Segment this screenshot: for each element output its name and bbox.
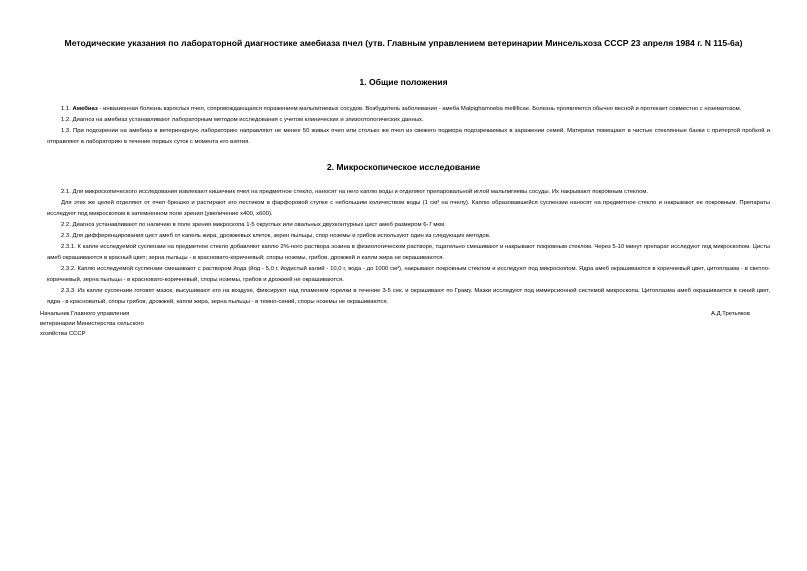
- document-title: Методические указания по лабораторной диагностике амебиаза пчел (утв. Главным управлением ветеринарии Минсельхоза СССР 23 апреля 1984 г. N 115-6а): [64, 38, 743, 48]
- signatory-position-line: Начальник Главного управления: [40, 311, 130, 317]
- paragraph-text: - инвазионная болезнь взрослых пчел, сопровождающаяся поражением мальпигиевых сосудов. Возбудитель заболевания - амеба Malpighamoeba mellificae. Болезнь проявляется обычно весной и протекает совместно с нозематозом.: [99, 106, 742, 112]
- paragraph-2-3: 2.3. Для дифференцирования цист амеб от капель жира, дрожжевых клеток, зерен пыльцы, спор ноземы и грибов используют один из следующих методов.: [61, 233, 491, 239]
- paragraph-2-3-3: 2.3.3. Из капли суспензии готовят мазок, высушивают его на воздухе, фиксируют над пламенем горелки в течение 3-5 сек. и окрашивают по Граму. Мазки исследуют под иммерсионной системой микроскопа. Цитоплазма амеб окрашивается в синий цвет, ядра - в красноватый, споры грибов, дрожжей, капли жира, зерна пыльцы - в темно-синий, споры ноземы не окрашиваются.: [47, 288, 770, 305]
- section-1-heading: 1. Общие положения: [359, 77, 448, 87]
- section-2-body: [47, 187, 770, 308]
- paragraph-1-3: 1.3. При подозрении на амебиаз в ветеринарную лабораторию направляют не менее 50 живых пчел или столько же пчел из свежего подмора подозреваемых в заражении семей. Материал помещают в чистые стеклянные банки с притертой пробкой и отправляют в лабораторию в течение первых суток с момента его взятия.: [47, 128, 770, 145]
- signatory-name: А.Д.Третьяков: [711, 311, 750, 317]
- paragraph-1-1: [47, 104, 770, 115]
- paragraph-2-3-2: 2.3.2. Каплю исследуемой суспензии смешивают с раствором йода (йод - 5,0 г, йодистый калий - 10,0 г, вода - до 1000 см³), накрывают покровным стеклом и исследуют под микроскопом. Ядра амеб окрашиваются в коричневый цвет, цитоплазма - в светло-коричневый, зерна пыльцы - в красновато-коричневый, споры ноземы, грибов и дрожжей не окрашиваются.: [47, 266, 770, 283]
- paragraph-number: 1.1.: [61, 106, 71, 112]
- signatory-position-line: ветеринарии Министерства сельского: [40, 321, 144, 327]
- section-2-heading: 2. Микроскопическое исследование: [326, 162, 481, 172]
- term-amebiasis: Амебиаз: [72, 106, 98, 112]
- paragraph-2-3-1: 2.3.1. К капле исследуемой суспензии на предметное стекло добавляют каплю 2%-ного раствора эозина в физиологическом растворе, тщательно смешивают и накрывают покровным стеклом. Через 5-10 минут препарат исследуют под микроскопом. Цисты амеб окрашиваются в красный цвет; зерна пыльцы - в красновато-коричневый; споры ноземы, грибов, дрожжей и капли жира не окрашиваются.: [47, 244, 770, 261]
- paragraph-2-1-cont: Для этих же целей отделяют от пчел брюшко и растирают его пестиком в фарфоровой ступке с небольшим количеством воды (1 см³ на пчелу). Каплю образовавшейся суспензии наносят на предметное стекло и накрывают ее покровным. Препараты исследуют под микроскопом в затемненном поле зрения (увеличение х400, х600).: [47, 200, 770, 217]
- paragraph-2-1: 2.1. Для микроскопического исследования извлекают кишечник пчел на предметное стекло, наносят на него каплю воды и отделяют препаровальной иглой мальпигиевы сосуды. Их накрывают покровным стеклом.: [61, 189, 649, 195]
- paragraph-2-2: 2.2. Диагноз устанавливают по наличию в поле зрения микроскопа 1-5 округлых или овальных двухконтурных цист амеб размером 6-7 мкм.: [61, 222, 446, 228]
- signatory-position-line: хозяйства СССР: [40, 331, 86, 337]
- section-1-body: [47, 104, 770, 148]
- paragraph-1-2: 1.2. Диагноз на амебиаз устанавливают лабораторным методом исследования с учетом клинических и эпизоотологических данных.: [61, 117, 424, 123]
- signatory-position: [40, 309, 144, 339]
